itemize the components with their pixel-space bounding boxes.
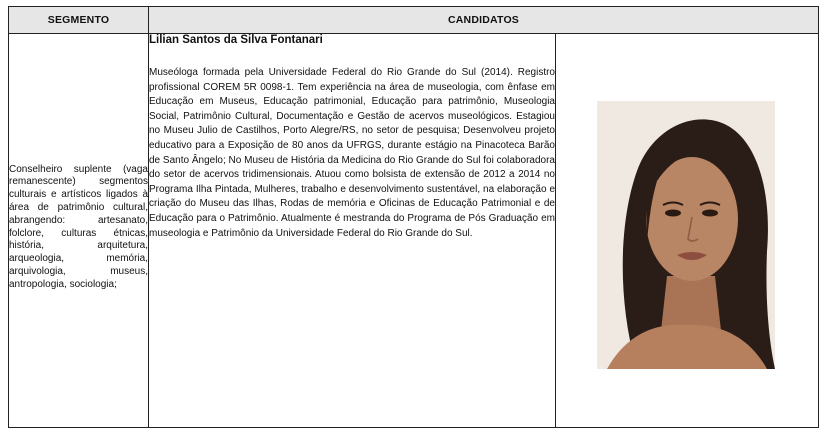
candidate-name: Lilian Santos da Silva Fontanari bbox=[149, 34, 323, 46]
portrait-image bbox=[597, 101, 775, 369]
candidate-bio: Museóloga formada pela Universidade Federal do Rio Grande do Sul (2014). Registro profissional COREM 5R 0098-1. Tem experiência na área de museologia, com ênfase em Educação em Museus, Educação patrimonial, Educação para patrimônio, Museologia Social, Patrimônio Cultural, Documentação e Gestão de acervos museológicos. Estagiou no Museu Julio de Castilhos, Porto Alegre/RS, no setor de pesquisa; Desenvolveu projeto educativo para a Exposição de 80 anos da UFRGS, durante estágio na Pinacoteca Barão de Santo Ângelo; No Museu de História da Medicina do Rio Grande do Sul foi colaboradora do setor de acervos tridimensionais. Atuou como bolsista de extensão de 2012 a 2014 no Programa Ilha Pintada, Mulheres, trabalho e desenvolvimento sustentável, na elaboração e criação do Museu das Ilhas, Rodas de memória e Oficinas de Educação Patrimonial e de Educação para o Patrimônio. Atualmente é mestranda do Programa de Pós Graduação em museologia e Patrimônio da Universidade Federal do Rio Grande do Sul. bbox=[149, 67, 555, 239]
segment-description: Conselheiro suplente (vaga remanescente) segmentos culturais e artísticos ligados à área de patrimônio cultural, abrangendo: artesanato, folclore, culturas étnicas, história, arquitetura, arqueologia, memória, arquivologia, museus, antropologia, sociologia; bbox=[9, 163, 148, 290]
segment-cell bbox=[9, 34, 149, 428]
header-row bbox=[9, 7, 819, 34]
header-candidatos: CANDIDATOS bbox=[149, 7, 819, 34]
candidates-table bbox=[8, 6, 819, 428]
photo-cell bbox=[556, 34, 819, 428]
candidate-row bbox=[9, 34, 819, 428]
candidate-photo bbox=[597, 101, 775, 369]
header-segmento: SEGMENTO bbox=[9, 7, 149, 34]
candidate-cell bbox=[149, 34, 556, 428]
